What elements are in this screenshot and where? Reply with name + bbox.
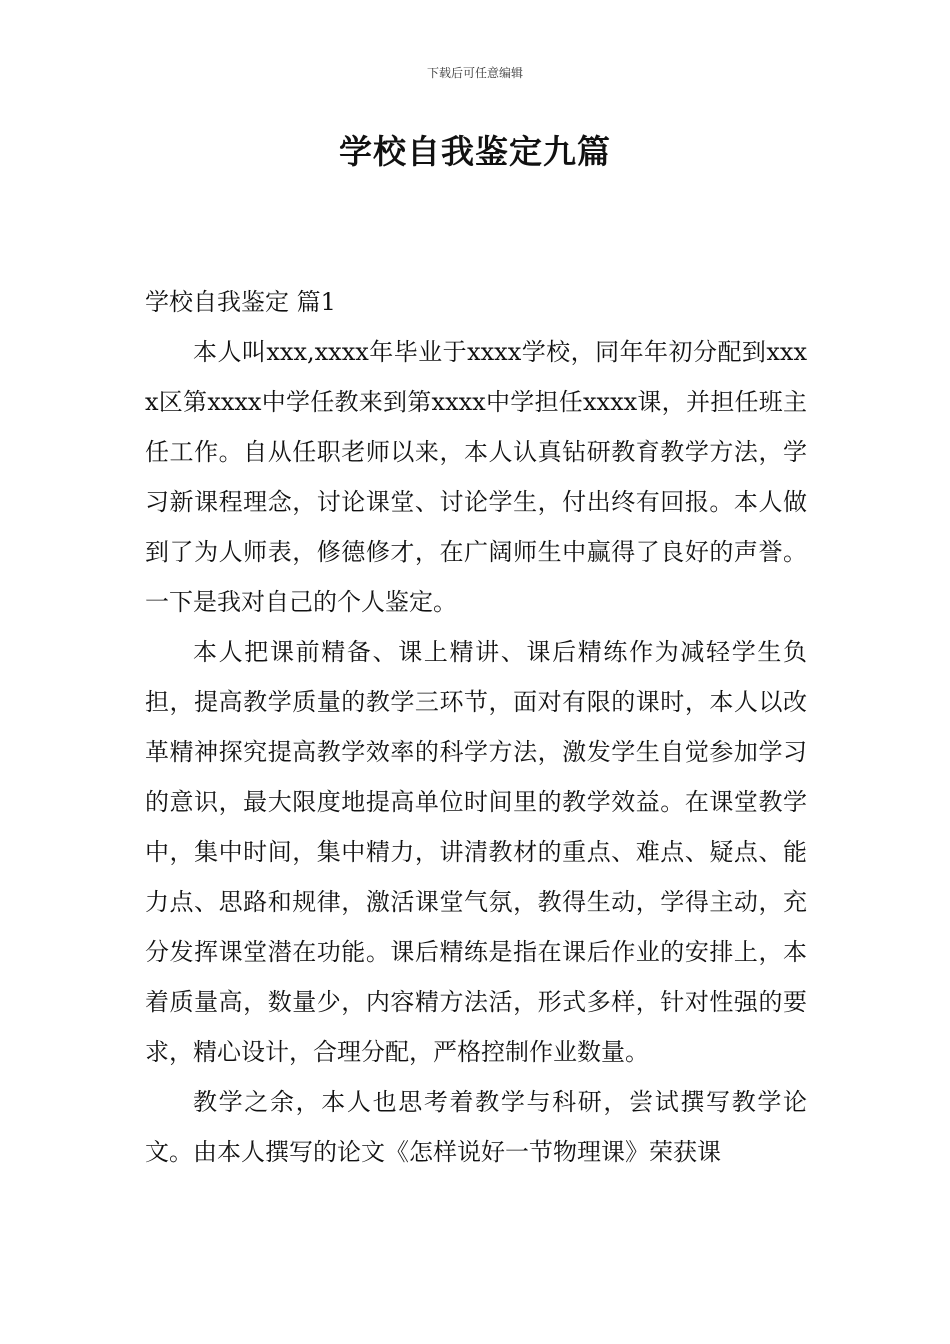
document-title: 学校自我鉴定九篇 <box>339 132 611 171</box>
paragraph-2: 本人把课前精备、课上精讲、课后精练作为减轻学生负担，提高教学质量的教学三环节，面对有限的课时，本人以改革精神探究提高教学效率的科学方法，激发学生自觉参加学习的意识，最大限度地提高单位时间里的教学效益。在课堂教学中，集中时间，集中精力，讲清教材的重点、难点、疑点、能力点、思路和规律，激活课堂气氛，教得生动，学得主动，充分发挥课堂潜在功能。课后精练是指在课后作业的安排上，本着质量高，数量少，内容精方法活，形式多样，针对性强的要求，精心设计，合理分配，严格控制作业数量。 <box>145 638 807 1066</box>
paragraph-3: 教学之余，本人也思考着教学与科研，尝试撰写教学论文。由本人撰写的论文《怎样说好一节物理课》荣获课 <box>145 1088 807 1166</box>
section-heading: 学校自我鉴定 篇1 <box>145 288 336 316</box>
document-body <box>145 277 807 1177</box>
paragraph-1: 本人叫xxx,xxxx年毕业于xxxx学校，同年年初分配到xxxx区第xxxx中学任教来到第xxxx中学担任xxxx课，并担任班主任工作。自从任职老师以来，本人认真钻研教育教学方法，学习新课程理念，讨论课堂、讨论学生，付出终有回报。本人做到了为人师表，修德修才，在广阔师生中赢得了良好的声誉。一下是我对自己的个人鉴定。 <box>145 338 807 616</box>
header-note: 下载后可任意编辑 <box>426 66 523 80</box>
